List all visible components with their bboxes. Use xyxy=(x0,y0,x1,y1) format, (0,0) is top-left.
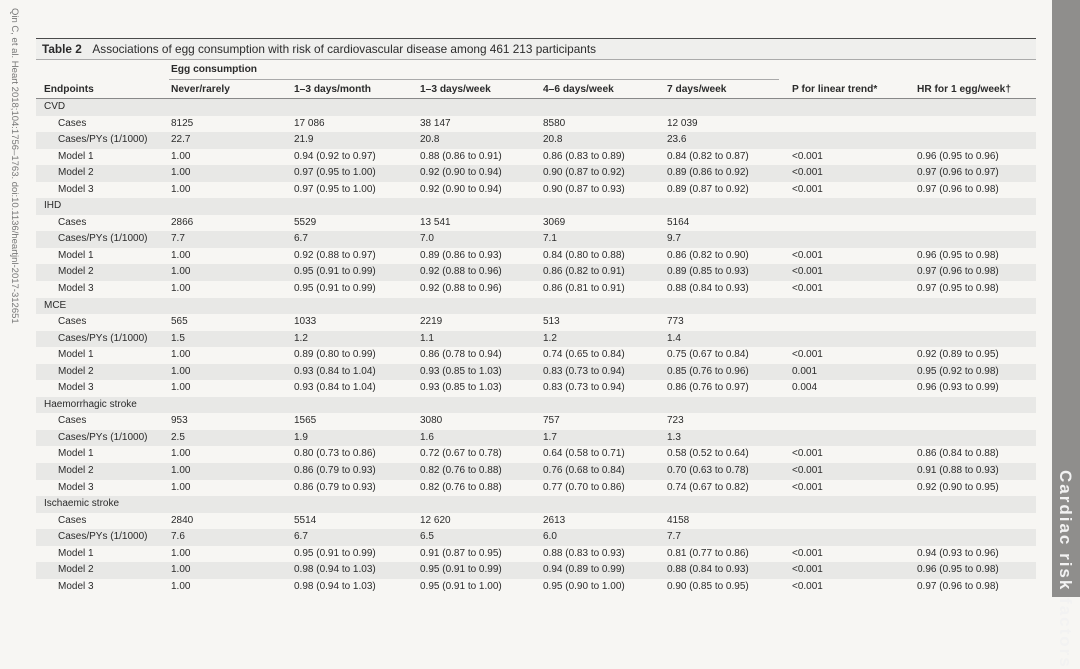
table-cell: <0.001 xyxy=(792,249,823,261)
table-group-row xyxy=(36,496,1036,513)
table-cell: <0.001 xyxy=(792,167,823,179)
header-4-6-days-week: 4–6 days/week xyxy=(543,84,614,95)
table-cell: 1565 xyxy=(294,415,317,427)
table-cell: 7.7 xyxy=(667,531,681,543)
table-cell: Model 3 xyxy=(58,580,94,592)
table-cell: 5529 xyxy=(294,216,317,228)
header-p-trend: P for linear trend* xyxy=(792,84,878,95)
table-cell: 0.94 (0.92 to 0.97) xyxy=(294,150,376,162)
table-cell: 0.97 (0.96 to 0.98) xyxy=(917,183,999,195)
table-cell: 0.88 (0.84 to 0.93) xyxy=(667,564,749,576)
table-cell: 0.88 (0.84 to 0.93) xyxy=(667,283,749,295)
table-caption xyxy=(36,38,1036,60)
table-cell: 0.95 (0.91 to 0.99) xyxy=(294,266,376,278)
table-cell: Cases xyxy=(58,316,87,328)
table-cell: 2.5 xyxy=(171,431,185,443)
table-cell: 6.0 xyxy=(543,531,557,543)
table-cell: Cases/PYs (1/1000) xyxy=(58,332,148,344)
table-cell: 0.86 (0.79 to 0.93) xyxy=(294,465,376,477)
table-cell: 1.00 xyxy=(171,547,191,559)
table-cell: 0.89 (0.86 to 0.93) xyxy=(420,249,502,261)
table-cell: 0.74 (0.67 to 0.82) xyxy=(667,481,749,493)
table-cell: 0.95 (0.91 to 0.99) xyxy=(294,547,376,559)
table-cell: 6.7 xyxy=(294,531,308,543)
table-cell: 0.96 (0.95 to 0.96) xyxy=(917,150,999,162)
table-cell: <0.001 xyxy=(792,465,823,477)
table-row xyxy=(36,314,1036,331)
table-cell: 0.92 (0.88 to 0.96) xyxy=(420,266,502,278)
table-cell: 0.76 (0.68 to 0.84) xyxy=(543,465,625,477)
table-cell: 0.85 (0.76 to 0.96) xyxy=(667,365,749,377)
table-cell: <0.001 xyxy=(792,266,823,278)
table-cell: 4158 xyxy=(667,514,690,526)
table-cell: 0.98 (0.94 to 1.03) xyxy=(294,564,376,576)
table-cell: 0.64 (0.58 to 0.71) xyxy=(543,448,625,460)
table-cell: 723 xyxy=(667,415,684,427)
table-cell: 1.00 xyxy=(171,249,191,261)
table-cell: 1.00 xyxy=(171,150,191,162)
table-row xyxy=(36,149,1036,166)
table-cell: 0.86 (0.79 to 0.93) xyxy=(294,481,376,493)
table-cell: 1.00 xyxy=(171,382,191,394)
table-cell: 0.92 (0.90 to 0.95) xyxy=(917,481,999,493)
table-row xyxy=(36,413,1036,430)
table-cell: 0.96 (0.93 to 0.99) xyxy=(917,382,999,394)
table-row xyxy=(36,546,1036,563)
table-cell: Cases/PYs (1/1000) xyxy=(58,134,148,146)
table-cell: 0.95 (0.90 to 1.00) xyxy=(543,580,625,592)
table-cell: 0.98 (0.94 to 1.03) xyxy=(294,580,376,592)
table-cell: 12 620 xyxy=(420,514,451,526)
table-group-row xyxy=(36,298,1036,315)
table-cell: 1.00 xyxy=(171,465,191,477)
table-cell: 1.00 xyxy=(171,580,191,592)
table-group-row xyxy=(36,99,1036,116)
table-row xyxy=(36,480,1036,497)
header-endpoints: Endpoints xyxy=(44,84,94,95)
table-cell: 0.84 (0.82 to 0.87) xyxy=(667,150,749,162)
table-cell: 5514 xyxy=(294,514,317,526)
table-cell: Model 1 xyxy=(58,547,94,559)
table-row xyxy=(36,364,1036,381)
table-row xyxy=(36,215,1036,232)
table-cell: 1.2 xyxy=(294,332,308,344)
table-cell: 0.92 (0.90 to 0.94) xyxy=(420,167,502,179)
table-cell: 0.58 (0.52 to 0.64) xyxy=(667,448,749,460)
table-cell: 9.7 xyxy=(667,233,681,245)
group-label: Haemorrhagic stroke xyxy=(44,398,137,410)
section-side-tab xyxy=(1052,0,1080,669)
table-cell: 0.92 (0.89 to 0.95) xyxy=(917,349,999,361)
table-cell: 0.86 (0.81 to 0.91) xyxy=(543,283,625,295)
journal-citation: Qin C, et al. Heart 2018;104:1756–1763. doi:10.1136/heartjnl-2017-312651 xyxy=(9,8,20,324)
table-cell: Model 3 xyxy=(58,183,94,195)
table-cell: 6.5 xyxy=(420,531,434,543)
table-cell: 0.86 (0.78 to 0.94) xyxy=(420,349,502,361)
table-cell: 0.86 (0.84 to 0.88) xyxy=(917,448,999,460)
table-cell: 0.84 (0.80 to 0.88) xyxy=(543,249,625,261)
table-cell: 0.86 (0.82 to 0.91) xyxy=(543,266,625,278)
header-never-rarely: Never/rarely xyxy=(171,84,230,95)
table-cell: 0.97 (0.96 to 0.98) xyxy=(917,580,999,592)
table-cell: 1.4 xyxy=(667,332,681,344)
table-cell: 0.86 (0.83 to 0.89) xyxy=(543,150,625,162)
table-cell: 0.004 xyxy=(792,382,818,394)
table-cell: <0.001 xyxy=(792,283,823,295)
table-cell: Model 1 xyxy=(58,349,94,361)
table-cell: 13 541 xyxy=(420,216,451,228)
table-cell: 1033 xyxy=(294,316,317,328)
table-cell: 0.97 (0.96 to 0.97) xyxy=(917,167,999,179)
table-row xyxy=(36,182,1036,199)
table-cell: 0.77 (0.70 to 0.86) xyxy=(543,481,625,493)
table-cell: Cases xyxy=(58,514,87,526)
table-cell: 7.6 xyxy=(171,531,185,543)
table-cell: 17 086 xyxy=(294,117,325,129)
table-cell: 1.00 xyxy=(171,349,191,361)
table-cell: Cases/PYs (1/1000) xyxy=(58,233,148,245)
table-cell: 2840 xyxy=(171,514,194,526)
table-cell: <0.001 xyxy=(792,580,823,592)
table-cell: 12 039 xyxy=(667,117,698,129)
table-row xyxy=(36,231,1036,248)
table-cell: <0.001 xyxy=(792,150,823,162)
table-cell: 0.90 (0.87 to 0.93) xyxy=(543,183,625,195)
table-cell: Model 2 xyxy=(58,167,94,179)
table-cell: 0.91 (0.88 to 0.93) xyxy=(917,465,999,477)
table-row xyxy=(36,380,1036,397)
table-row xyxy=(36,579,1036,596)
table-cell: 757 xyxy=(543,415,560,427)
table-cell: 0.97 (0.96 to 0.98) xyxy=(917,266,999,278)
table-row xyxy=(36,446,1036,463)
group-label: Ischaemic stroke xyxy=(44,498,120,510)
table-number: Table 2 xyxy=(42,42,82,56)
table-cell: Cases xyxy=(58,117,87,129)
table-cell: 0.89 (0.86 to 0.92) xyxy=(667,167,749,179)
table-cell: 0.97 (0.95 to 0.98) xyxy=(917,283,999,295)
table-row xyxy=(36,331,1036,348)
table-row xyxy=(36,513,1036,530)
table-cell: Model 2 xyxy=(58,465,94,477)
table-cell: 0.93 (0.85 to 1.03) xyxy=(420,382,502,394)
table-cell: 565 xyxy=(171,316,188,328)
table-cell: 1.00 xyxy=(171,266,191,278)
table-cell: Cases xyxy=(58,415,87,427)
table-cell: 1.00 xyxy=(171,365,191,377)
table-body xyxy=(36,99,1036,595)
header-1-3-days-month: 1–3 days/month xyxy=(294,84,371,95)
table-header xyxy=(36,60,1036,99)
table-row xyxy=(36,562,1036,579)
table-row xyxy=(36,347,1036,364)
table-cell: <0.001 xyxy=(792,183,823,195)
table-cell: 1.00 xyxy=(171,283,191,295)
table-cell: <0.001 xyxy=(792,564,823,576)
table-row xyxy=(36,116,1036,133)
table-cell: Model 3 xyxy=(58,283,94,295)
section-side-tab-label: Cardiac risk factors xyxy=(1056,470,1075,669)
group-label: CVD xyxy=(44,101,66,112)
table-cell: 1.3 xyxy=(667,431,681,443)
table-cell: Model 1 xyxy=(58,249,94,261)
table-cell: 0.88 (0.86 to 0.91) xyxy=(420,150,502,162)
table-cell: 773 xyxy=(667,316,684,328)
table-row xyxy=(36,132,1036,149)
table-cell: 2613 xyxy=(543,514,566,526)
table-cell: <0.001 xyxy=(792,349,823,361)
table-cell: Model 2 xyxy=(58,365,94,377)
table-cell: 0.83 (0.73 to 0.94) xyxy=(543,382,625,394)
table-cell: Model 1 xyxy=(58,150,94,162)
group-header-rule xyxy=(169,79,779,80)
table-cell: 20.8 xyxy=(543,134,563,146)
table-cell: 1.5 xyxy=(171,332,185,344)
table-row xyxy=(36,430,1036,447)
table-cell: 6.7 xyxy=(294,233,308,245)
table-cell: 20.8 xyxy=(420,134,440,146)
table-cell: 0.88 (0.83 to 0.93) xyxy=(543,547,625,559)
table-cell: 0.89 (0.80 to 0.99) xyxy=(294,349,376,361)
table-cell: 0.97 (0.95 to 1.00) xyxy=(294,183,376,195)
group-label: IHD xyxy=(44,200,62,212)
table-cell: Model 3 xyxy=(58,382,94,394)
table-cell: 23.6 xyxy=(667,134,687,146)
table-title: Associations of egg consumption with risk of cardiovascular disease among 461 213 participants xyxy=(92,42,597,56)
table-cell: 1.6 xyxy=(420,431,434,443)
table-cell: 0.86 (0.76 to 0.97) xyxy=(667,382,749,394)
table-cell: Cases/PYs (1/1000) xyxy=(58,531,148,543)
table-cell: 8125 xyxy=(171,117,194,129)
table-cell: 2866 xyxy=(171,216,194,228)
table-cell: 0.81 (0.77 to 0.86) xyxy=(667,547,749,559)
table-cell: 0.95 (0.91 to 0.99) xyxy=(294,283,376,295)
table-cell: Model 2 xyxy=(58,266,94,278)
table-row xyxy=(36,463,1036,480)
group-label: MCE xyxy=(44,299,67,311)
table-cell: 22.7 xyxy=(171,134,191,146)
header-7-days-week: 7 days/week xyxy=(667,84,727,95)
table-cell: 0.93 (0.85 to 1.03) xyxy=(420,365,502,377)
table-cell: Model 2 xyxy=(58,564,94,576)
table-cell: 0.91 (0.87 to 0.95) xyxy=(420,547,502,559)
table-cell: <0.001 xyxy=(792,448,823,460)
table-cell: 953 xyxy=(171,415,188,427)
table-cell: Cases xyxy=(58,216,87,228)
table-row xyxy=(36,264,1036,281)
table-cell: 0.74 (0.65 to 0.84) xyxy=(543,349,625,361)
table-cell: 1.9 xyxy=(294,431,308,443)
table-row xyxy=(36,281,1036,298)
table-cell: 0.70 (0.63 to 0.78) xyxy=(667,465,749,477)
table-cell: 0.93 (0.84 to 1.04) xyxy=(294,365,376,377)
table-cell: 1.7 xyxy=(543,431,557,443)
table-cell: 0.89 (0.87 to 0.92) xyxy=(667,183,749,195)
table-cell: 1.1 xyxy=(420,332,434,344)
table-cell: 1.00 xyxy=(171,481,191,493)
table-cell: 0.82 (0.76 to 0.88) xyxy=(420,465,502,477)
table-row xyxy=(36,165,1036,182)
table-cell: <0.001 xyxy=(792,481,823,493)
header-1-3-days-week: 1–3 days/week xyxy=(420,84,491,95)
table-cell: 0.92 (0.88 to 0.96) xyxy=(420,283,502,295)
table-cell: 0.94 (0.89 to 0.99) xyxy=(543,564,625,576)
table-cell: 0.86 (0.82 to 0.90) xyxy=(667,249,749,261)
table-cell: 1.00 xyxy=(171,183,191,195)
table-cell: 0.94 (0.93 to 0.96) xyxy=(917,547,999,559)
group-header: Egg consumption xyxy=(171,64,258,75)
results-table xyxy=(36,38,1036,595)
table-cell: Model 1 xyxy=(58,448,94,460)
table-cell: 0.96 (0.95 to 0.98) xyxy=(917,564,999,576)
table-cell: 0.95 (0.91 to 0.99) xyxy=(420,564,502,576)
table-cell: 0.96 (0.95 to 0.98) xyxy=(917,249,999,261)
table-cell: 3080 xyxy=(420,415,443,427)
table-cell: 0.89 (0.85 to 0.93) xyxy=(667,266,749,278)
table-cell: 8580 xyxy=(543,117,566,129)
table-cell: 3069 xyxy=(543,216,566,228)
table-cell: 1.2 xyxy=(543,332,557,344)
table-cell: 0.75 (0.67 to 0.84) xyxy=(667,349,749,361)
header-hr-per-egg: HR for 1 egg/week† xyxy=(917,84,1011,95)
table-cell: 0.95 (0.91 to 1.00) xyxy=(420,580,502,592)
table-cell: 0.72 (0.67 to 0.78) xyxy=(420,448,502,460)
table-cell: 7.7 xyxy=(171,233,185,245)
table-cell: 0.83 (0.73 to 0.94) xyxy=(543,365,625,377)
table-cell: 0.92 (0.90 to 0.94) xyxy=(420,183,502,195)
table-cell: 2219 xyxy=(420,316,443,328)
table-cell: 0.95 (0.92 to 0.98) xyxy=(917,365,999,377)
table-cell: 0.93 (0.84 to 1.04) xyxy=(294,382,376,394)
table-group-row xyxy=(36,397,1036,414)
table-cell: 38 147 xyxy=(420,117,451,129)
table-cell: 5164 xyxy=(667,216,690,228)
table-cell: 7.0 xyxy=(420,233,434,245)
table-cell: 0.80 (0.73 to 0.86) xyxy=(294,448,376,460)
table-cell: 0.90 (0.87 to 0.92) xyxy=(543,167,625,179)
table-cell: Cases/PYs (1/1000) xyxy=(58,431,148,443)
table-cell: 0.90 (0.85 to 0.95) xyxy=(667,580,749,592)
table-cell: 7.1 xyxy=(543,233,557,245)
table-cell: 0.92 (0.88 to 0.97) xyxy=(294,249,376,261)
table-row xyxy=(36,248,1036,265)
table-row xyxy=(36,529,1036,546)
table-cell: 21.9 xyxy=(294,134,314,146)
table-group-row xyxy=(36,198,1036,215)
table-cell: <0.001 xyxy=(792,547,823,559)
table-cell: 1.00 xyxy=(171,448,191,460)
table-cell: 0.82 (0.76 to 0.88) xyxy=(420,481,502,493)
table-cell: 0.001 xyxy=(792,365,818,377)
table-cell: 513 xyxy=(543,316,560,328)
table-cell: 0.97 (0.95 to 1.00) xyxy=(294,167,376,179)
table-cell: 1.00 xyxy=(171,167,191,179)
table-cell: Model 3 xyxy=(58,481,94,493)
table-cell: 1.00 xyxy=(171,564,191,576)
